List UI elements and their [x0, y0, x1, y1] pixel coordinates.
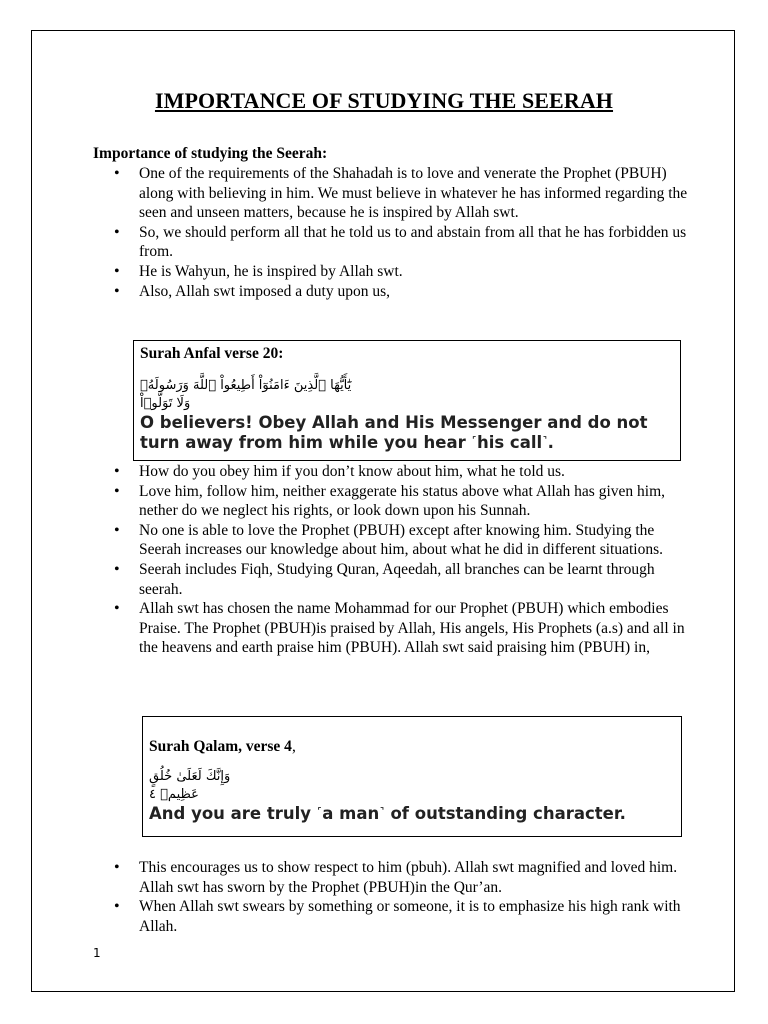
verse-title-suffix: , [291, 738, 296, 755]
verse-box-qalam [142, 716, 682, 837]
list-item: • Love him, follow him, neither exaggerate his status above what Allah has given him, nether do we neglect his rights, or look down upon his Sunnah. [93, 482, 693, 521]
list-item: • One of the requirements of the Shahadah is to love and venerate the Prophet (PBUH) along with believing in him. We must believe in whatever he has informed regarding the seen and unseen matters, because he is inspired by Allah swt. [93, 164, 693, 223]
page-title: IMPORTANCE OF STUDYING THE SEERAH [154, 88, 614, 113]
list-item: • Seerah includes Fiqh, Studying Quran, Aqeedah, all branches can be learnt through seerah. [93, 560, 693, 599]
verse-title-text: Surah Qalam, verse 4 [149, 738, 292, 755]
list-item: • When Allah swt swears by something or someone, it is to emphasize his high rank with Allah. [93, 897, 693, 936]
verse-box-anfal [133, 340, 681, 461]
verse-arabic: يَٰٓأَيُّهَا ٱلَّذِينَ ءَامَنُوٓاْ أَطِيعُواْ ٱللَّهَ وَرَسُولَهُۥ وَلَا تَوَلَّوۡاْ [140, 378, 352, 411]
list-item: • This encourages us to show respect to him (pbuh). Allah swt magnified and loved him. Allah swt has sworn by the Prophet (PBUH)in the Qur’an. [93, 858, 693, 897]
bullet-list-1 [93, 164, 693, 301]
bullet-list-3 [93, 858, 693, 936]
verse-translation: And you are truly ˹a man˺ of outstanding character. [149, 804, 626, 823]
bullet-list-2 [93, 462, 693, 658]
page-number: 1 [93, 946, 101, 960]
list-item: • So, we should perform all that he told us to and abstain from all that he has forbidden us from. [93, 223, 693, 262]
list-item: • He is Wahyun, he is inspired by Allah swt. [93, 262, 693, 282]
list-item: • How do you obey him if you don’t know about him, what he told us. [93, 462, 693, 482]
list-item: • Allah swt has chosen the name Mohammad for our Prophet (PBUH) which embodies Praise. The Prophet (PBUH)is praised by Allah, His angels, His Prophets (a.s) and all in the heavens and earth praise him (PBUH). Allah swt said praising him (PBUH) in, [93, 599, 693, 658]
list-item: • Also, Allah swt imposed a duty upon us, [93, 282, 693, 302]
section-heading: Importance of studying the Seerah: [93, 145, 328, 162]
verse-title: Surah Anfal verse 20: [140, 345, 284, 362]
list-item: • No one is able to love the Prophet (PBUH) except after knowing him. Studying the Seerah increases our knowledge about him, about what he did in different situations. [93, 521, 693, 560]
verse-arabic: وَإِنَّكَ لَعَلَىٰ خُلُقٍ عَظِيمٖ ٤ [149, 769, 231, 802]
verse-translation: O believers! Obey Allah and His Messenger and do not turn away from him while you hear ˹his call˺. [140, 413, 648, 452]
verse-title [149, 738, 675, 756]
